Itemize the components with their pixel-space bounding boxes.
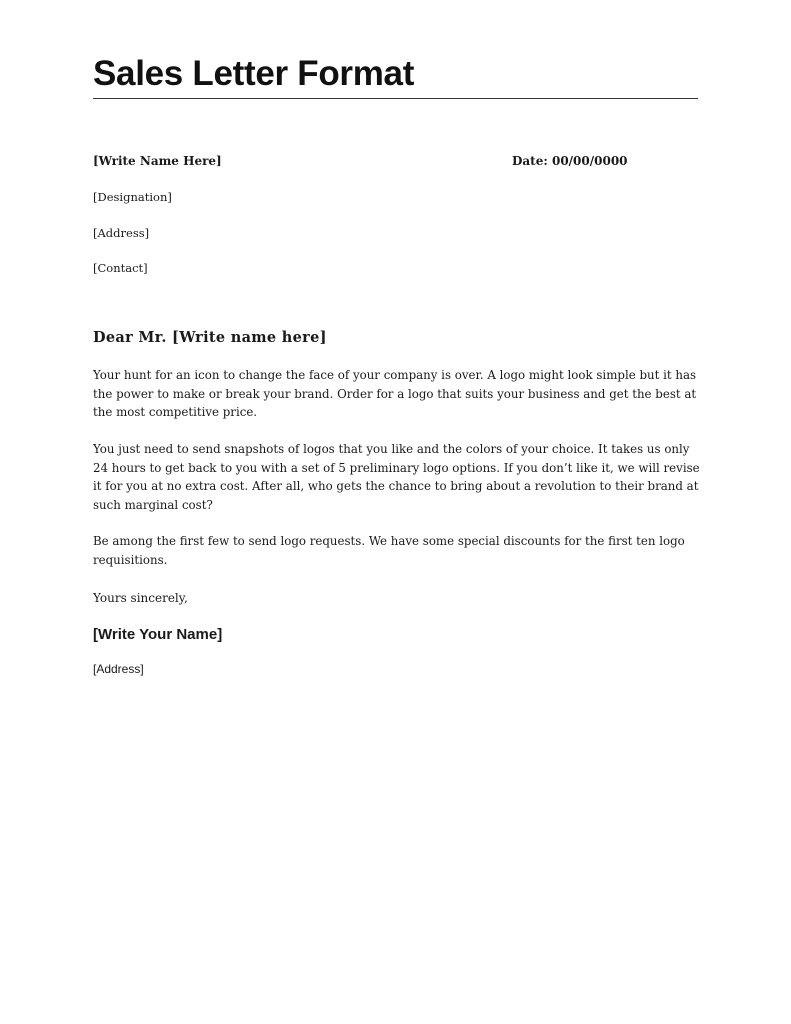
signature-address: [Address]: [93, 662, 144, 676]
body-paragraph-2: You just need to send snapshots of logos that you like and the colors of your choice. It takes us only 24 hours to get back to you with a set of 5 preliminary logo options. If you don’t like it, we will revise it for you at no extra cost. After all, who gets the chance to bring about a revolution to their brand at such marginal cost?: [93, 442, 700, 512]
letter-date: Date: 00/00/0000: [512, 154, 628, 168]
sender-name: [Write Name Here]: [93, 154, 222, 168]
closing-line: Yours sincerely,: [93, 591, 188, 605]
salutation: Dear Mr. [Write name here]: [93, 329, 327, 346]
sender-designation: [Designation]: [93, 190, 172, 204]
page-title: Sales Letter Format: [93, 54, 415, 93]
sender-address: [Address]: [93, 226, 150, 240]
title-divider: [93, 98, 698, 99]
signature-name: [Write Your Name]: [93, 626, 223, 643]
body-paragraph-3: Be among the first few to send logo requests. We have some special discounts for the first ten logo requisitions.: [93, 534, 685, 567]
body-paragraph-1: Your hunt for an icon to change the face of your company is over. A logo might look simple but it has the power to make or break your brand. Order for a logo that suits your business and get the best at the most competitive price.: [93, 368, 697, 419]
sender-contact: [Contact]: [93, 261, 148, 275]
